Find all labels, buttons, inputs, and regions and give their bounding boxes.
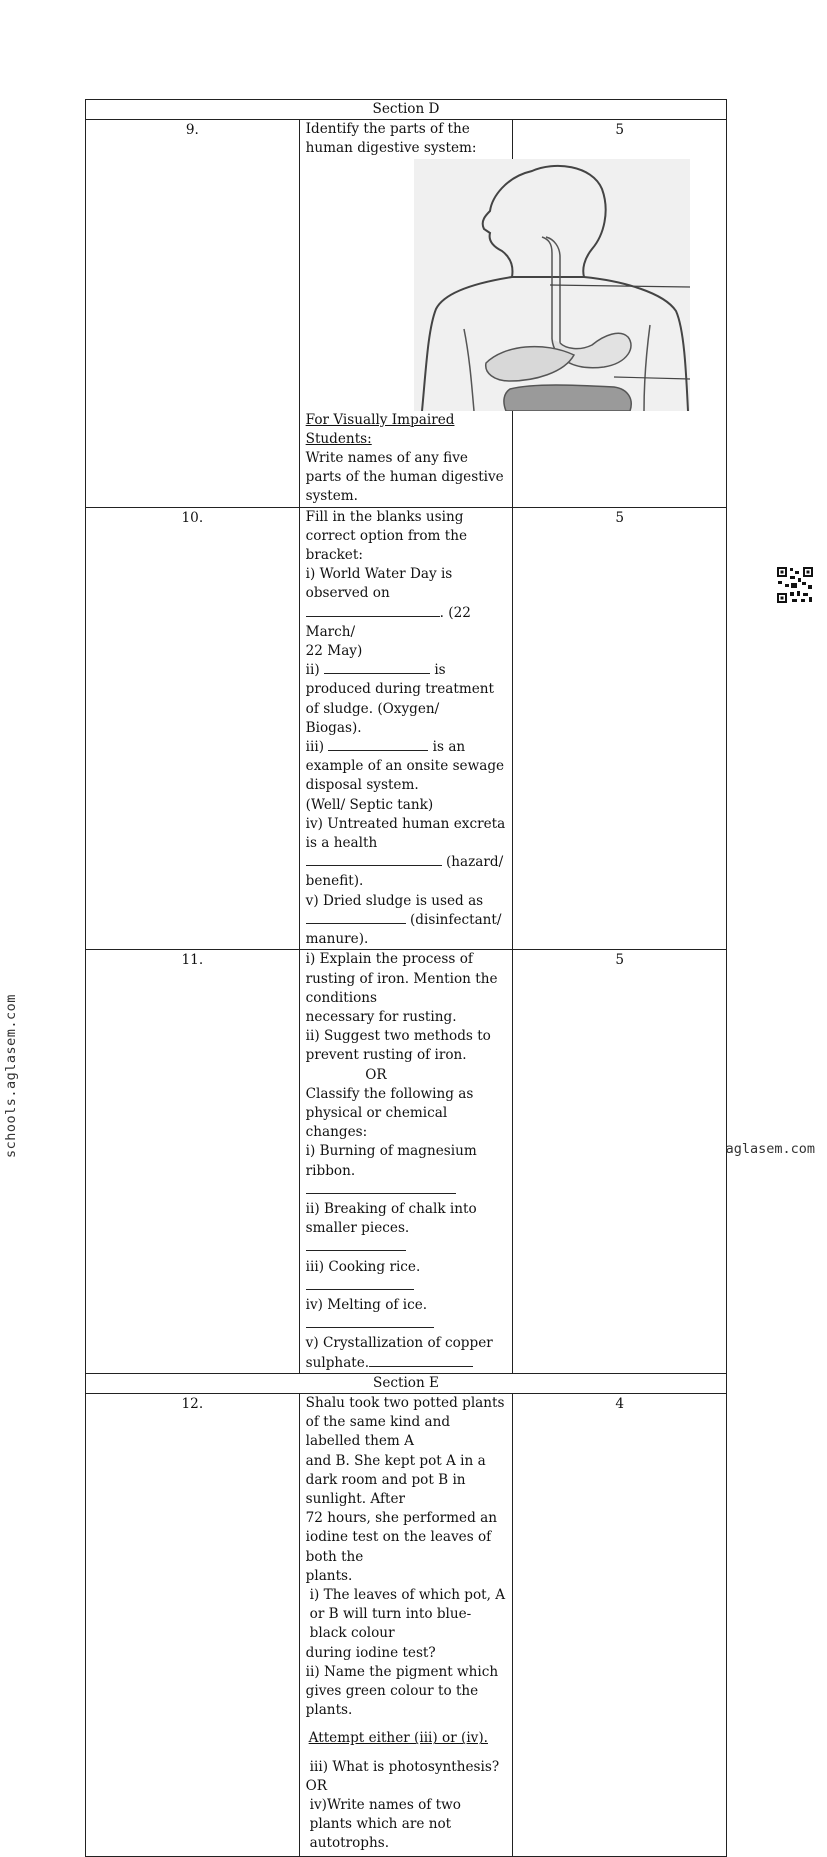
question-part: iii) is an example of an onsite sewage disposal system. <box>305 739 505 794</box>
or-separator: OR <box>305 1777 328 1794</box>
question-marks: 5 <box>513 120 727 507</box>
question-part: during iodine test? <box>305 1644 436 1661</box>
question-part: iii) Cooking rice. <box>306 1258 507 1296</box>
question-row <box>86 120 727 507</box>
digestive-system-illustration <box>414 159 690 411</box>
section-heading: Section E <box>86 1373 727 1393</box>
question-number: 9. <box>86 120 300 507</box>
question-row <box>86 507 727 950</box>
question-part: ii) Suggest two methods to prevent rusting of iron. <box>305 1028 491 1064</box>
question-part: iv) Melting of ice. <box>306 1296 507 1334</box>
question-row <box>86 950 727 1373</box>
answer-blank <box>306 1277 414 1290</box>
questions-table <box>85 99 727 1857</box>
question-number: 11. <box>86 950 300 1373</box>
question-number: 10. <box>86 507 300 950</box>
question-part: ii) Name the pigment which gives green colour to the plants. <box>305 1663 499 1719</box>
answer-blank <box>306 911 406 924</box>
answer-blank <box>306 604 440 617</box>
question-marks: 4 <box>513 1393 727 1856</box>
question-part: benefit). <box>305 873 364 890</box>
answer-blank <box>306 853 442 866</box>
question-part: v) Dried sludge is used as (disinfectant/ manure). <box>305 892 502 948</box>
visually-impaired-heading: For Visually Impaired Students: <box>305 411 455 447</box>
question-row <box>86 1393 727 1856</box>
question-text: Identify the parts of the human digestive system: <box>305 121 477 157</box>
question-part: i) The leaves of which pot, A or B will turn into blue-black colour <box>309 1587 506 1642</box>
question-body <box>299 950 513 1373</box>
question-number: 12. <box>86 1393 300 1856</box>
question-text: plants. <box>305 1567 353 1584</box>
question-part: i) Explain the process of rusting of iron. Mention the conditions <box>305 951 498 1006</box>
question-part: i) Burning of magnesium ribbon. <box>306 1142 507 1200</box>
question-part: Biogas). <box>305 719 362 736</box>
question-body <box>299 507 513 950</box>
question-part: necessary for rusting. <box>305 1008 457 1025</box>
visually-impaired-text: Write names of any five parts of the human digestive system. <box>305 450 504 505</box>
question-part: iv)Write names of two plants which are not autotrophs. <box>309 1797 461 1852</box>
answer-blank <box>306 1181 456 1194</box>
question-body <box>299 120 513 507</box>
question-part: ii) Breaking of chalk into smaller pieces. <box>306 1200 507 1258</box>
question-text: Shalu took two potted plants of the same kind and labelled them A <box>305 1394 505 1450</box>
question-part: Classify the following as physical or chemical changes: <box>305 1085 474 1141</box>
question-body <box>299 1393 513 1856</box>
question-part: 22 May) <box>305 643 363 660</box>
question-paper <box>85 99 727 1857</box>
qr-code-icon <box>776 566 814 604</box>
section-heading: Section D <box>86 100 727 120</box>
choice-instruction: Attempt either (iii) or (iv). <box>308 1730 488 1747</box>
question-marks: 5 <box>513 507 727 950</box>
section-row <box>86 100 727 120</box>
question-part: ii) is produced during treatment of sludge. (Oxygen/ <box>305 662 494 717</box>
answer-blank <box>306 1238 406 1251</box>
question-marks: 5 <box>513 950 727 1373</box>
answer-blank <box>369 1354 473 1367</box>
question-text: 72 hours, she performed an iodine test on the leaves of both the <box>305 1510 497 1565</box>
footer-watermark: aglasem.com <box>725 1141 815 1157</box>
digestive-system-diagram <box>414 159 690 411</box>
side-watermark: schools.aglasem.com <box>3 994 19 1158</box>
question-part: i) World Water Day is observed on . (22 March/ <box>305 566 471 640</box>
question-part: v) Crystallization of copper sulphate. <box>305 1335 493 1371</box>
question-part: iv) Untreated human excreta is a health (hazard/ <box>305 815 506 871</box>
or-separator: OR <box>365 1066 387 1083</box>
question-intro: Fill in the blanks using correct option from the bracket: <box>305 508 468 564</box>
section-row <box>86 1373 727 1393</box>
answer-blank <box>306 1315 434 1328</box>
question-part: (Well/ Septic tank) <box>305 796 434 813</box>
answer-blank <box>324 661 430 674</box>
question-text: and B. She kept pot A in a dark room and pot B in sunlight. After <box>305 1452 486 1507</box>
question-part: iii) What is photosynthesis? <box>309 1758 500 1775</box>
answer-blank <box>328 738 428 751</box>
